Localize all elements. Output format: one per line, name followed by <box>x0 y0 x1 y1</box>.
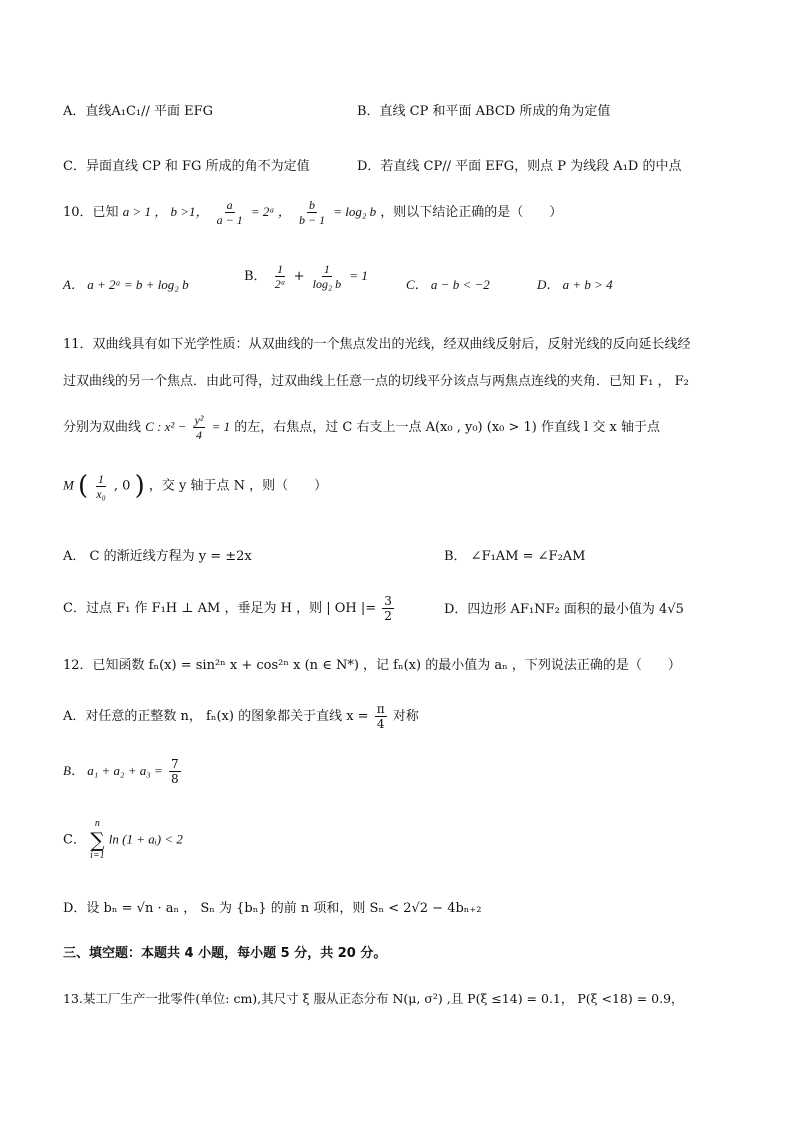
q11-option-c: C．过点 F₁ 作 F₁H ⊥ AM ，垂足为 H ，则 | OH |= $\frac{3}{2}$ <box>63 594 392 623</box>
q10-option-d: D． a + b > 4 <box>537 277 613 292</box>
q11-line-4: M ( $\frac{1}{\text{x₀}}$ , 0 ) ，交 y 轴于点 N ，则（ ） <box>63 471 328 501</box>
q11-option-b: B． ∠F₁AM = ∠F₂AM <box>444 549 586 564</box>
q9-option-c: C．异面直线 CP 和 FG 所成的角不为定值 <box>63 159 310 174</box>
q11-option-d: D．四边形 AF₁NF₂ 面积的最小值为 4√5 <box>444 602 684 617</box>
q12-option-c: C． n ∑ i=1 ln (1 + aᵢ) < 2 <box>63 818 183 861</box>
q11-option-a: A． C 的渐近线方程为 y = ±2x <box>63 549 252 564</box>
q12-option-d: D．设 bₙ = √n · aₙ ， Sₙ 为 {bₙ} 的前 n 项和，则 Sₙ < 2√2 − 4bₙ₊₂ <box>63 901 482 916</box>
q9-option-d: D．若直线 CP// 平面 EFG，则点 P 为线段 A₁D 的中点 <box>357 159 682 174</box>
q10-option-a: A． a + 2ᵃ = b + log₂ b <box>63 277 189 292</box>
q10-stem: 10．已知 a > 1 ， b >1， $\frac{a}{a - 1}$ = 2ᵃ ， $\frac{b}{b - 1}$ = log₂ b ，则以下结论正确的是（ ） <box>63 198 563 227</box>
q10-frac-a: $\frac{a}{a - 1}$ <box>216 198 243 227</box>
q12-option-b: B． a₁ + a₂ + a₃ = $\frac{7}{8}$ <box>63 757 179 786</box>
q12-stem: 12．已知函数 fₙ(x) = sin²ⁿ x + cos²ⁿ x (n ∈ N*) ，记 fₙ(x) 的最小值为 aₙ ，下列说法正确的是（ ） <box>63 658 681 673</box>
q12-option-a: A．对任意的正整数 n， fₙ(x) 的图象都关于直线 x = $\frac{\pi}{4}$ 对称 <box>63 702 419 731</box>
section-3-heading: 三、填空题：本题共 4 小题，每小题 5 分，共 20 分。 <box>63 946 387 961</box>
summation: n ∑ i=1 <box>90 818 105 861</box>
q11-line-3: 分别为双曲线 C : x² − $\frac{\text{y²}}{4}$ = 1 的左，右焦点，过 C 右支上一点 A(x₀ , y₀) (x₀ > 1) 作直线 l 交 x 轴于点 <box>63 413 661 442</box>
q11-line-2: 过双曲线的另一个焦点．由此可得，过双曲线上任意一点的切线平分该点与两焦点连线的夹角．已知 F₁ ， F₂ <box>63 374 689 389</box>
q13-stem: 13.某工厂生产一批零件(单位: cm),其尺寸 ξ 服从正态分布 N(μ, σ²) ,且 P(ξ ≤14) = 0.1， P(ξ <18) = 0.9， <box>63 991 684 1006</box>
q9-option-a: A．直线A₁C₁// 平面 EFG <box>63 104 214 119</box>
q10-option-c: C． a − b < −2 <box>406 277 490 292</box>
q10-option-b: B． $\frac{1}{\text{2ᵃ}}$ + $\frac{1}{\text{log₂ b}}$ = 1 <box>244 262 368 291</box>
q11-line-1: 11．双曲线具有如下光学性质：从双曲线的一个焦点发出的光线，经双曲线反射后，反射光线的反向延长线经 <box>63 337 691 352</box>
q10-frac-b: $\frac{b}{b - 1}$ <box>298 198 326 227</box>
q9-option-b: B．直线 CP 和平面 ABCD 所成的角为定值 <box>357 104 611 119</box>
